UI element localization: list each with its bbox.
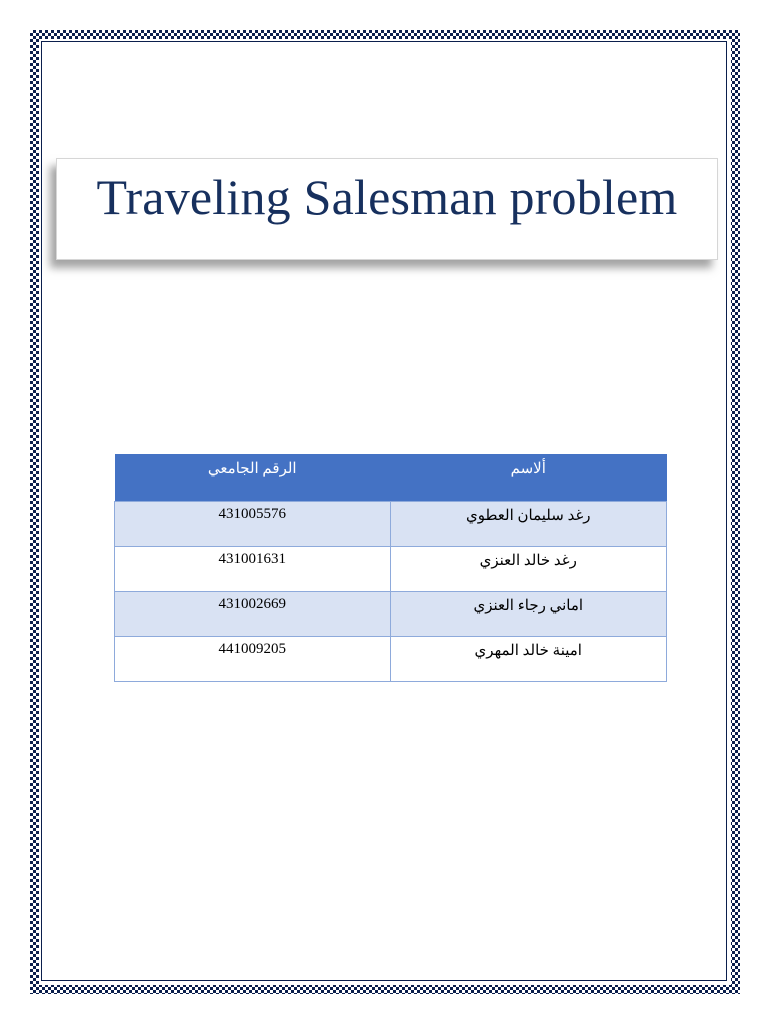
document-title: Traveling Salesman problem [96, 169, 678, 225]
header-id: الرقم الجامعي [115, 454, 391, 501]
cell-id: 431001631 [115, 546, 391, 591]
cell-name: امينة خالد المهري [390, 636, 666, 681]
table-header-row [115, 454, 667, 501]
header-name: ألاسم [390, 454, 666, 501]
students-table [114, 454, 667, 682]
table-row [115, 591, 667, 636]
cell-name: رغد سليمان العطوي [390, 501, 666, 546]
cell-id: 431005576 [115, 501, 391, 546]
cell-id: 441009205 [115, 636, 391, 681]
table-row [115, 636, 667, 681]
table-row [115, 546, 667, 591]
title-box [56, 158, 718, 260]
table-row [115, 501, 667, 546]
cell-id: 431002669 [115, 591, 391, 636]
cell-name: رغد خالد العنزي [390, 546, 666, 591]
cell-name: اماني رجاء العنزي [390, 591, 666, 636]
